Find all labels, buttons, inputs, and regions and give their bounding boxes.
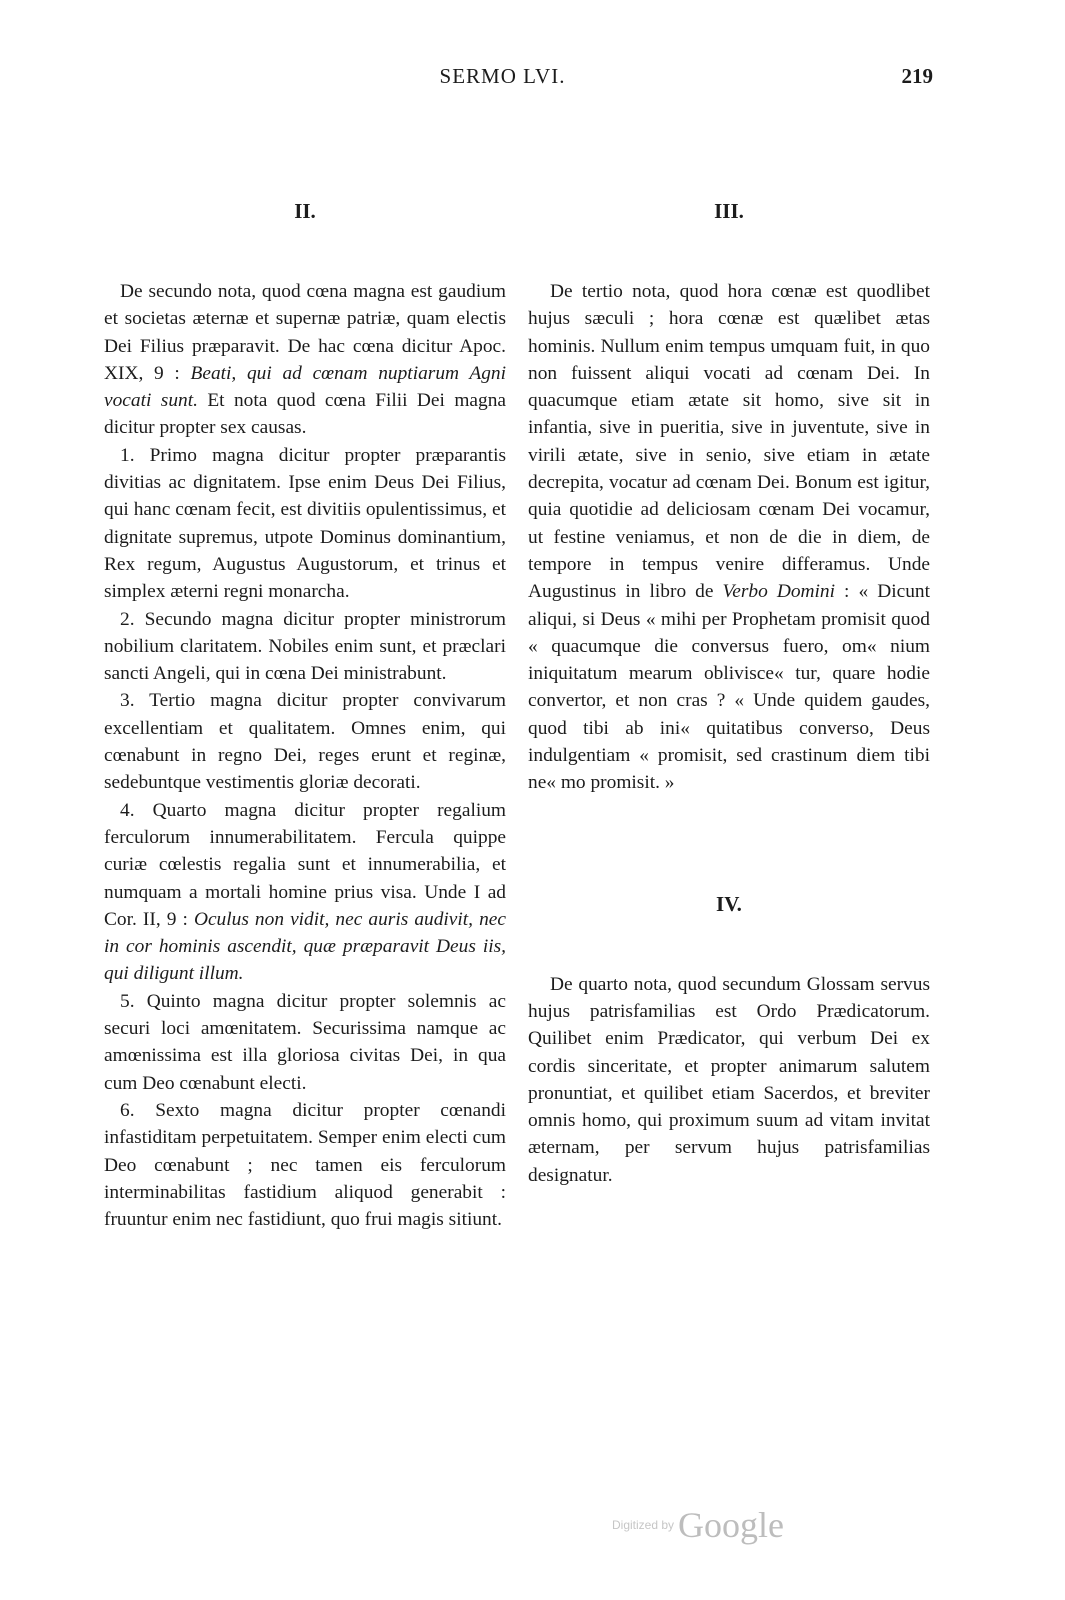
section-heading-ii: II. [294,199,316,223]
section-iii-text [528,278,930,797]
text-run: 4. Quarto magna dicitur propter regalium ferculorum innumerabilitatem. Fercula quippe curiæ cœlestis regalia sunt et innumerabilia, et numquam a mortali homine prius visa. Unde I ad Cor. II, 9 : [104,799,506,930]
cause-item-3 [104,687,506,796]
digitized-by-label: Digitized by [612,1518,675,1532]
google-logo: Google [678,1505,785,1545]
text-run: : « Dicunt aliqui, si Deus « mihi per Prophetam promisit quod « quacumque die conversus fuero, om« nium iniquitatum mearum oblivisce« tur, quare hodie convertor, et non cras ? « Unde quidem gaudes, quod tibi ab ini« quitatibus converso, Deus indulgentiam « promisit, sed crastinum diem tibi ne« mo promisit. » [528,581,931,794]
running-title: SERMO LVI. [439,64,566,88]
text-run: 6. Sexto magna dicitur propter cœnandi infastiditam perpetuitatem. Semper enim electi cum Deo cœnabunt ; nec tamen eis ferculorum interminabilitas fastidium aliquod generabit : fruuntur enim nec fastidiunt, quo frui magis sitiunt. [104,1099,506,1231]
text-run: Et nota quod cœna Filii Dei magna dicitur propter sex causas. [104,390,506,439]
right-column [528,196,930,1189]
text-run: De quarto nota, quod secundum Glossam servus hujus patrisfamilias est Ordo Prædicatorum. Quilibet enim Prædicator, qui verbum Dei ex cordis sinceritate, et propter animarum salutem pronuntiat, et quilibet etiam Sacerdos, et breviter omnis homo, qui proximum suum ad vitam invitat æternam, per servum hujus patrisfamilias designatur. [528,973,930,1186]
text-run: 2. Secundo magna dicitur propter ministrorum nobilium claritatem. Nobiles enim sunt, et præclari sancti Angeli, qui in cœna Dei ministrabunt. [104,608,506,685]
section-iv-text [528,971,930,1189]
section-heading-iv: IV. [716,891,742,916]
italic-text-run: Oculus non vidit, nec auris audivit, nec in cor hominis ascendit, quæ præparavit Deus iis, qui diligunt illum. [104,908,506,985]
cause-item-2 [104,606,506,688]
left-column [104,196,506,1233]
text-run: 1. Primo magna dicitur propter præparantis divitias ac dignitatem. Ipse enim Deus Dei Filius, qui hanc cœnam fecit, est divitiis opulentissimus, et dignitate supremus, utpote Dominus dominantium, Rex regum, Augustus Augustorum, et trinus et simplex æterni regni monarcha. [104,444,506,603]
section-spacer [528,797,930,889]
italic-text-run: Verbo Domini [722,581,836,603]
section-heading-iii: III. [714,199,744,223]
cause-item-4 [104,797,506,988]
digitized-watermark [612,1504,784,1544]
page-number: 219 [901,64,933,88]
italic-text-run: Beati, qui ad cœnam nuptiarum Agni vocati sunt. [104,362,506,412]
text-run: De secundo nota, quod cœna magna est gaudium et societas æternæ et supernæ patriæ, quam electis Dei Filius præparavit. De hac cœna dicitur Apoc. XIX, 9 : [104,281,506,384]
text-run: De tertio nota, quod hora cœnæ est quodlibet hujus sæculi ; hora cœnæ est quælibet ætas hominis. Nullum enim tempus umquam fuit, in quo non fuissent aliqui vocati ad cœnam Dei. In quacumque etiam ætate sit homo, sive sit in infantia, sive in pueritia, sive in juventute, sive in virili ætate, sive in senio, sive etiam in ætate decrepita, vocatur ad cœnam Dei. Bonum est igitur, quia quotidie ad deliciosam cœnam Dei vocamur, ut festine veniamus, et non de die in diem, de tempore in tempus venire differamus. Unde Augustinus in libro de [528,281,930,603]
section-ii-intro [104,278,506,442]
text-run: 5. Quinto magna dicitur propter solemnis ac securi loci amœnitatem. Securissima namque ac amœnissima est illa gloriosa civitas Dei, in qua cum Deo cœnabunt electi. [104,990,506,1094]
cause-item-5 [104,988,506,1097]
running-head [0,64,1065,94]
cause-item-6 [104,1097,506,1233]
text-run: 3. Tertio magna dicitur propter convivarum excellentiam et qualitatem. Omnes enim, qui cœnabunt in regno Dei, reges erunt et reginæ, sedebuntque vestimentis gloriæ decorati. [104,690,506,794]
cause-item-1 [104,442,506,606]
